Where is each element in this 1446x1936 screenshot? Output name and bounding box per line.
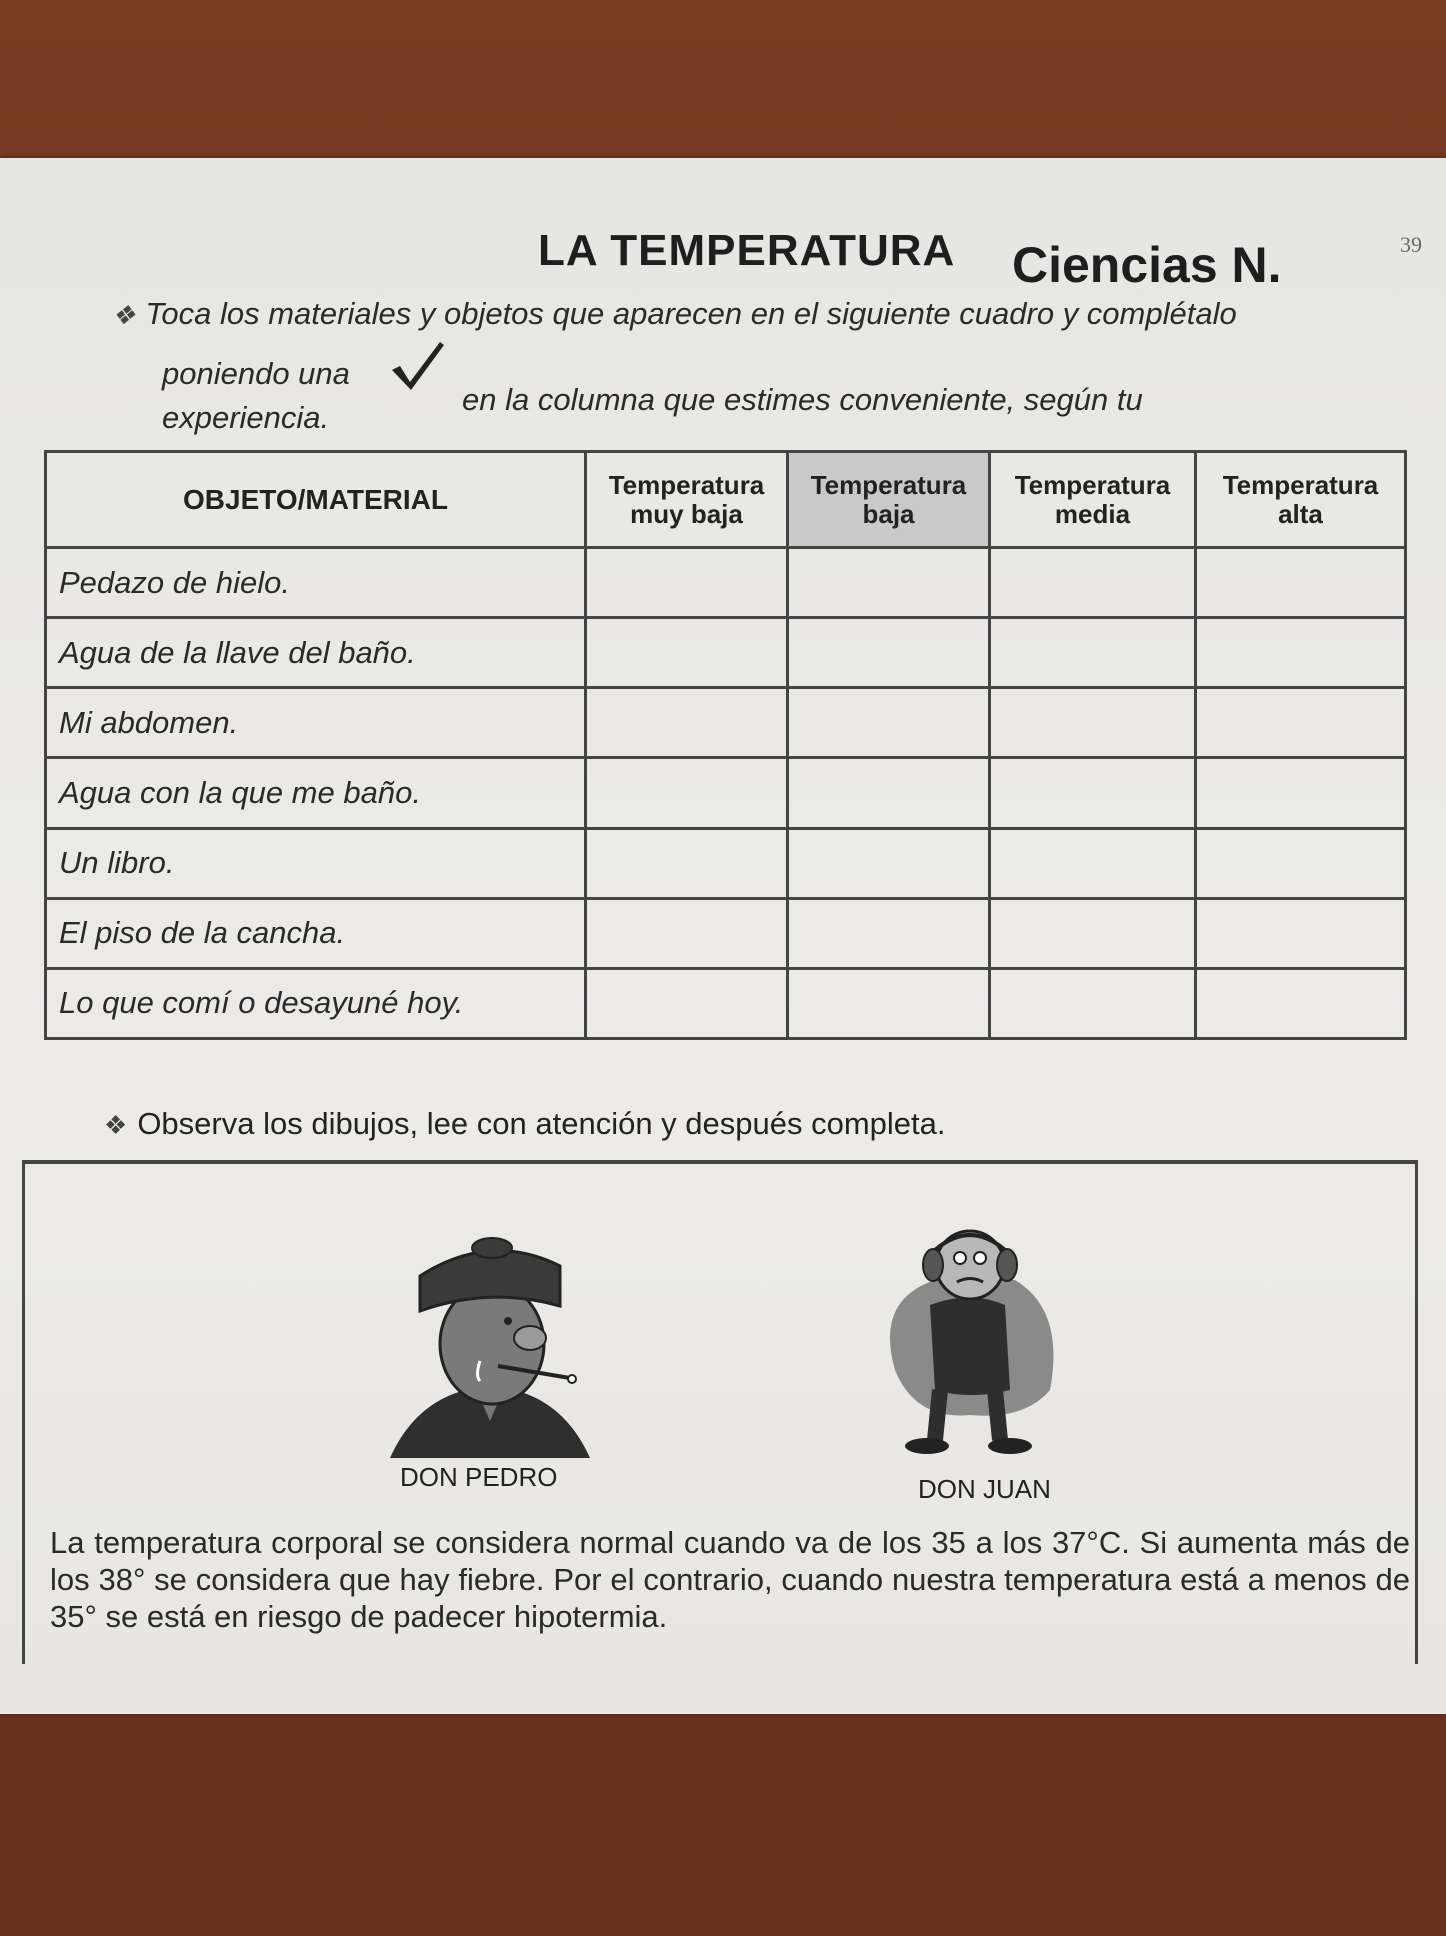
cell-low[interactable] [788,618,990,688]
don-pedro-fever-illustration [380,1226,600,1466]
row-label: Mi abdomen. [46,688,586,758]
cell-very-low[interactable] [586,688,788,758]
cell-low[interactable] [788,968,990,1038]
instruction-1-line-3: experiencia. [162,400,330,435]
row-label: Pedazo de hielo. [46,548,586,618]
row-label: Lo que comí o desayuné hoy. [46,968,586,1038]
header-high: Temperatura alta [1196,452,1406,548]
cell-low[interactable] [788,898,990,968]
don-juan-caption: DON JUAN [918,1474,1051,1504]
table-row [46,688,1406,758]
temperature-table [44,450,1407,1040]
row-label: Agua de la llave del baño. [46,618,586,688]
cell-very-low[interactable] [586,828,788,898]
worksheet-title: LA TEMPERATURA [538,226,956,275]
row-label: Agua con la que me baño. [46,758,586,828]
cell-very-low[interactable] [586,968,788,1038]
instruction-1-line-1: ❖ Toca los materiales y objetos que aparecen en el siguiente cuadro y complétalo [112,296,1237,331]
cell-very-low[interactable] [586,758,788,828]
cell-high[interactable] [1196,828,1406,898]
bullet-diamond-icon: ❖ [112,300,136,330]
table-row [46,898,1406,968]
checkmark-icon [388,340,448,392]
table-row [46,548,1406,618]
table-row [46,968,1406,1038]
row-label: El piso de la cancha. [46,898,586,968]
cell-high[interactable] [1196,898,1406,968]
cell-very-low[interactable] [586,618,788,688]
instruction-2: ❖ Observa los dibujos, lee con atención y después completa. [104,1106,946,1141]
header-object-material: OBJETO/MATERIAL [46,452,586,548]
cell-very-low[interactable] [586,548,788,618]
don-pedro-caption: DON PEDRO [400,1462,558,1492]
cell-medium[interactable] [990,898,1196,968]
cell-high[interactable] [1196,968,1406,1038]
cell-low[interactable] [788,828,990,898]
cell-medium[interactable] [990,688,1196,758]
instruction-1-line-2b: en la columna que estimes conveniente, según tu [462,382,1143,417]
don-juan-cold-illustration [875,1220,1065,1470]
cell-medium[interactable] [990,758,1196,828]
cell-medium[interactable] [990,618,1196,688]
row-label: Un libro. [46,828,586,898]
table-row [46,618,1406,688]
bullet-diamond-icon: ❖ [104,1110,128,1140]
table-row [46,828,1406,898]
cell-very-low[interactable] [586,898,788,968]
cell-high[interactable] [1196,758,1406,828]
cell-low[interactable] [788,758,990,828]
cell-high[interactable] [1196,548,1406,618]
cell-high[interactable] [1196,688,1406,758]
header-medium: Temperatura media [990,452,1196,548]
instruction-1-line-2a: poniendo una [162,356,350,391]
page-number: 39 [1400,232,1422,257]
table-row [46,758,1406,828]
header-low: Temperatura baja [788,452,990,548]
header-very-low: Temperatura muy baja [586,452,788,548]
cell-medium[interactable] [990,828,1196,898]
cell-high[interactable] [1196,618,1406,688]
cell-medium[interactable] [990,968,1196,1038]
body-temperature-paragraph: La temperatura corporal se considera normal cuando va de los 35 a los 37°C. Si aumenta más de los 38° se considera que hay fiebre. Por el contrario, cuando nuestra temperatura está a menos de 35° se está en riesgo de padecer hipotermia. [50,1525,1410,1634]
cell-low[interactable] [788,688,990,758]
subject-label: Ciencias N. [1012,237,1282,293]
cell-medium[interactable] [990,548,1196,618]
cell-low[interactable] [788,548,990,618]
